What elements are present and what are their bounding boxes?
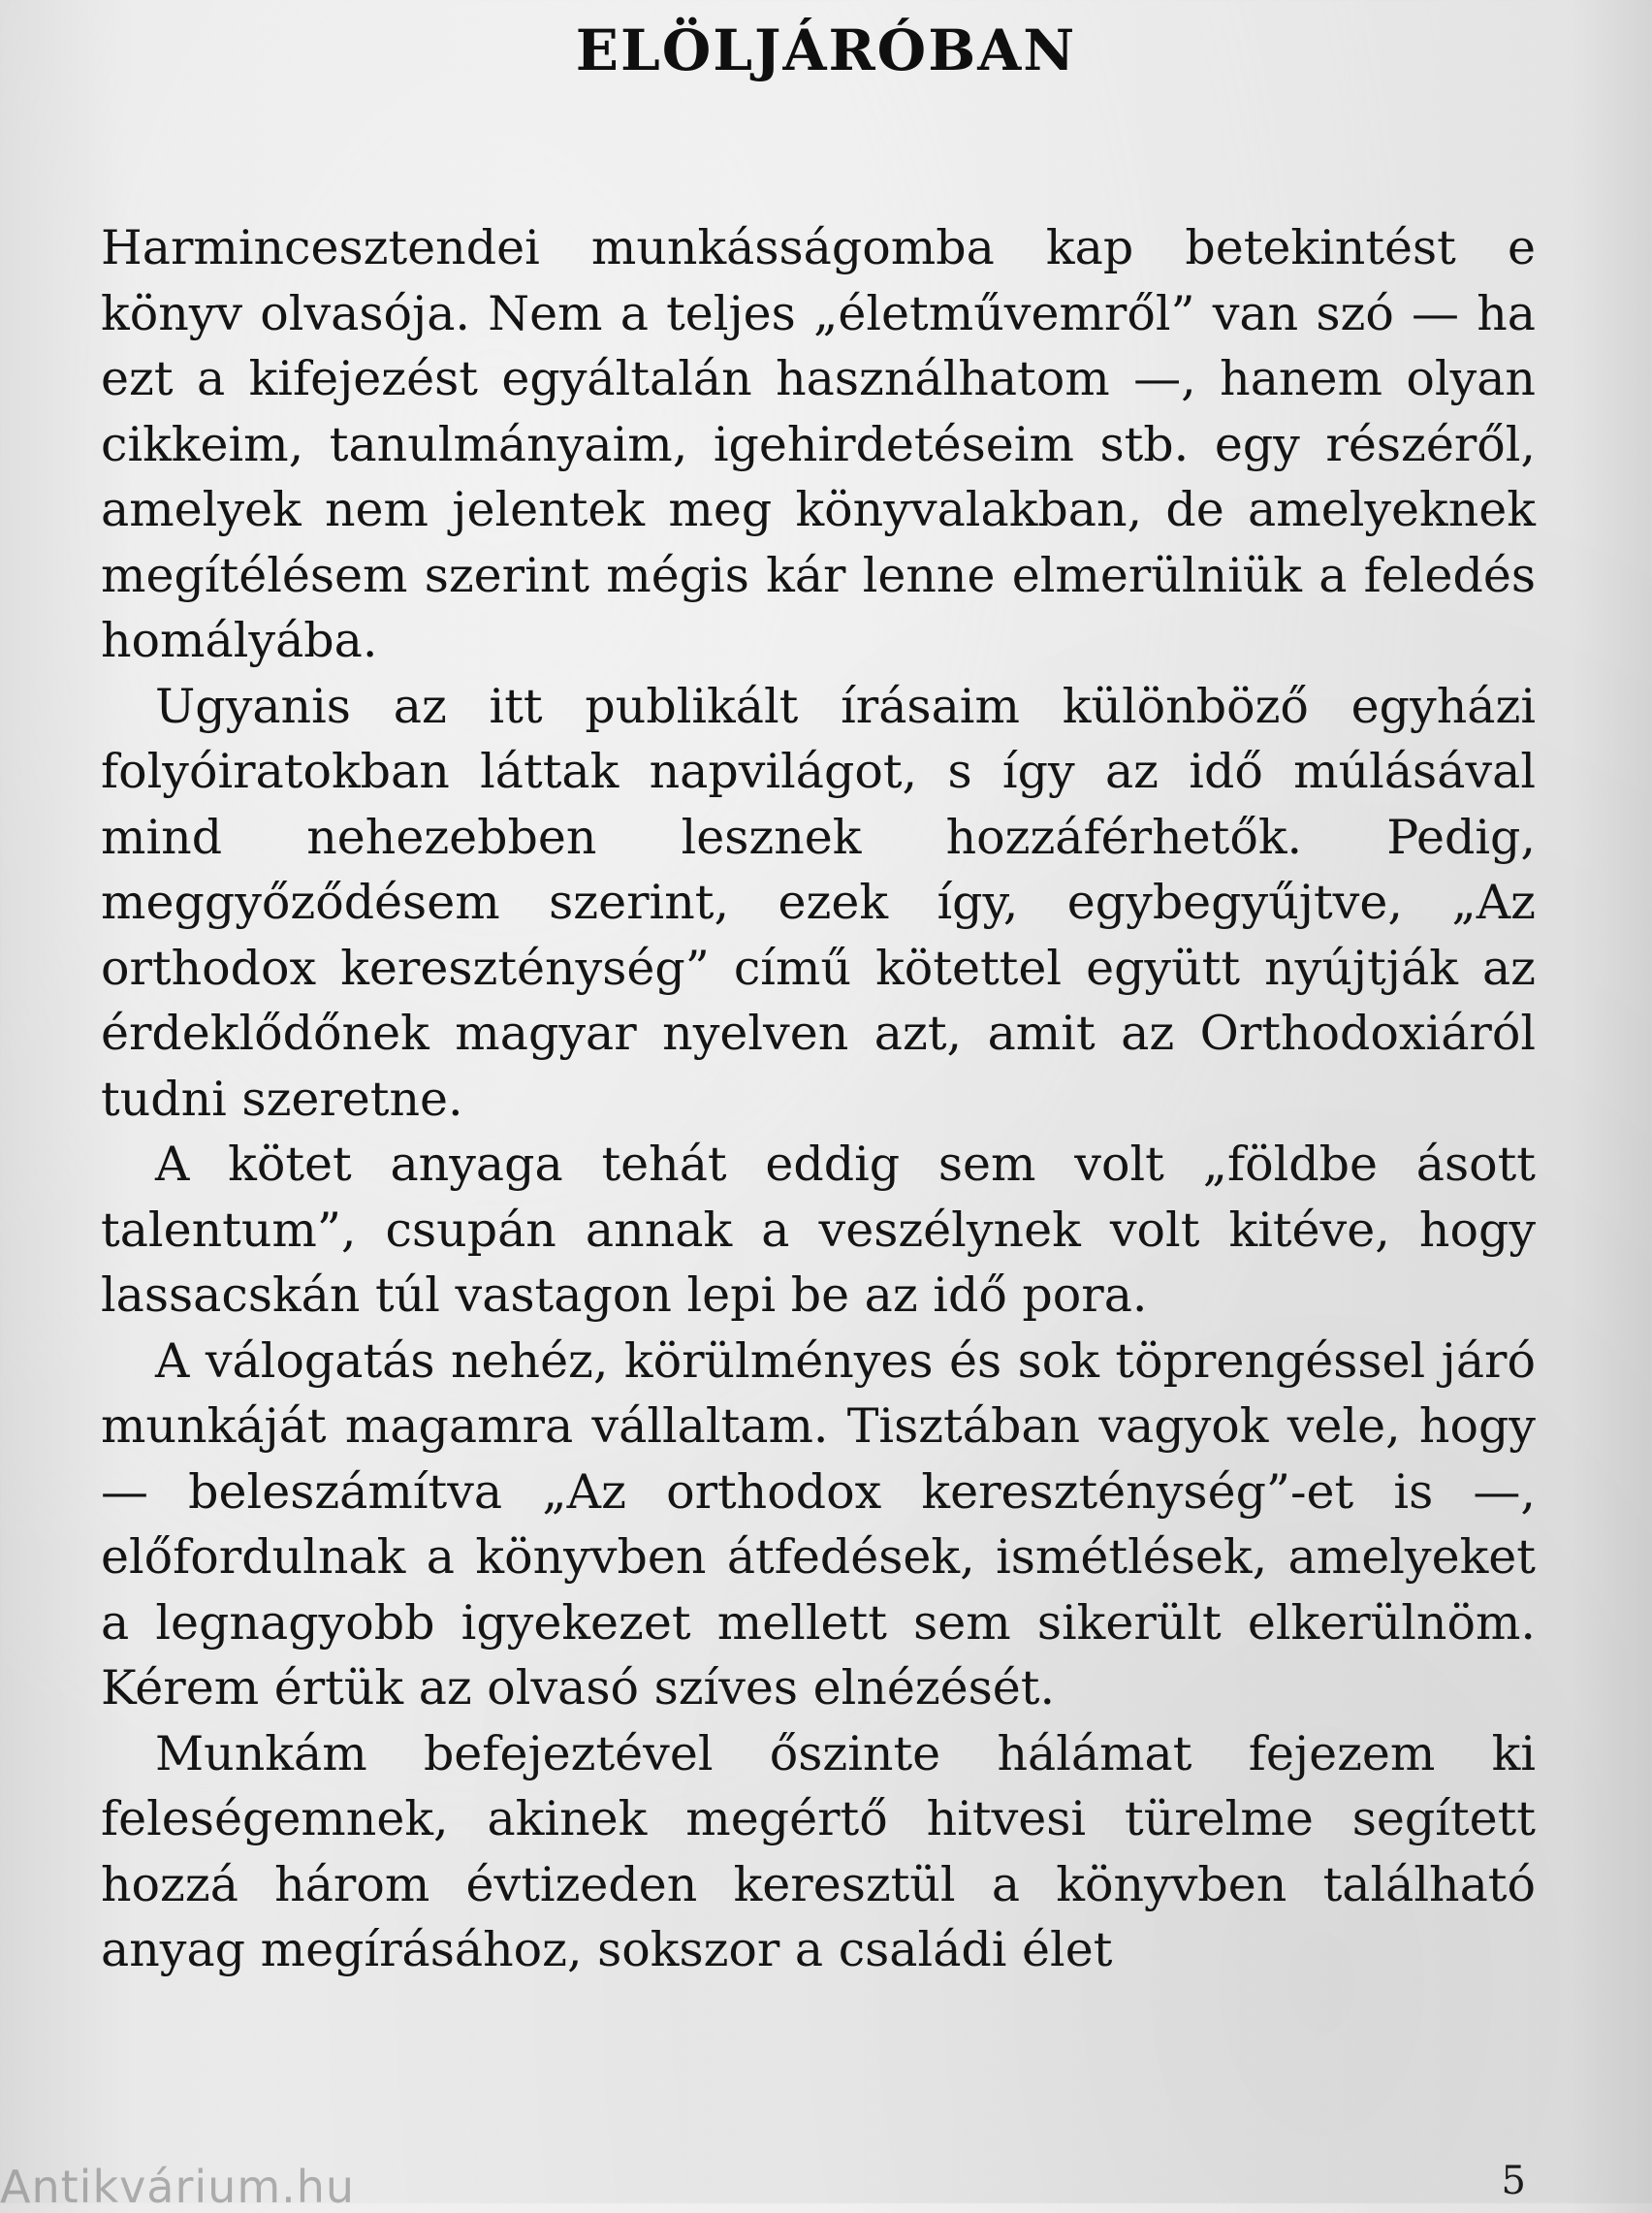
paragraph-1: Harmincesztendei munkásságomba kap betekintést e könyv olvasója. Nem a teljes „életművemről” van szó — ha ezt a kifejezést egyáltalán használhatom —, hanem olyan cikkeim, tanulmányaim, igehirdetéseim stb. egy részéről, amelyek nem jelentek meg könyvalakban, de amelyeknek megítélésem szerint mégis kár lenne elmerülniük a feledés homályába. — [101, 220, 1536, 668]
paragraph-3: A kötet anyaga tehát eddig sem volt „földbe ásott talentum”, csupán annak a veszélynek volt kitéve, hogy lassacskán túl vastagon lepi be az idő pora. — [101, 1137, 1536, 1323]
paragraph-4: A válogatás nehéz, körülményes és sok töprengéssel járó munkáját magamra vállaltam. Tisztában vagyok vele, hogy — beleszámítva „Az orthodox kereszténység”-et is —, előfordulnak a könyvben átfedések, ismétlések, amelyeket a legnagyobb igyekezet mellett sem sikerült elkerülnöm. Kérem értük az olvasó szíves elnézését. — [101, 1332, 1536, 1716]
paragraph-5: Munkám befejeztével őszinte hálámat fejezem ki feleségemnek, akinek megértő hitvesi türelme segített hozzá három évtizeden keresztül a könyvben található anyag megírásához, sokszor a családi élet — [101, 1725, 1536, 1977]
watermark: Antikvárium.hu — [0, 2161, 356, 2213]
paragraph-2: Ugyanis az itt publikált írásaim különböző egyházi folyóiratokban láttak napvilágot, s így az idő múlásával mind nehezebben lesznek hozzáférhetők. Pedig, meggyőződésem szerint, ezek így, egybegyűjtve, „Az orthodox kereszténység” című kötettel együtt nyújtják az érdeklődőnek magyar nyelven azt, amit az Orthodoxiáról tudni szeretne. — [101, 678, 1536, 1127]
page-number: 5 — [1501, 2159, 1526, 2203]
chapter-title: ELÖLJÁRÓBAN — [575, 17, 1077, 83]
body-text — [101, 215, 1536, 1983]
